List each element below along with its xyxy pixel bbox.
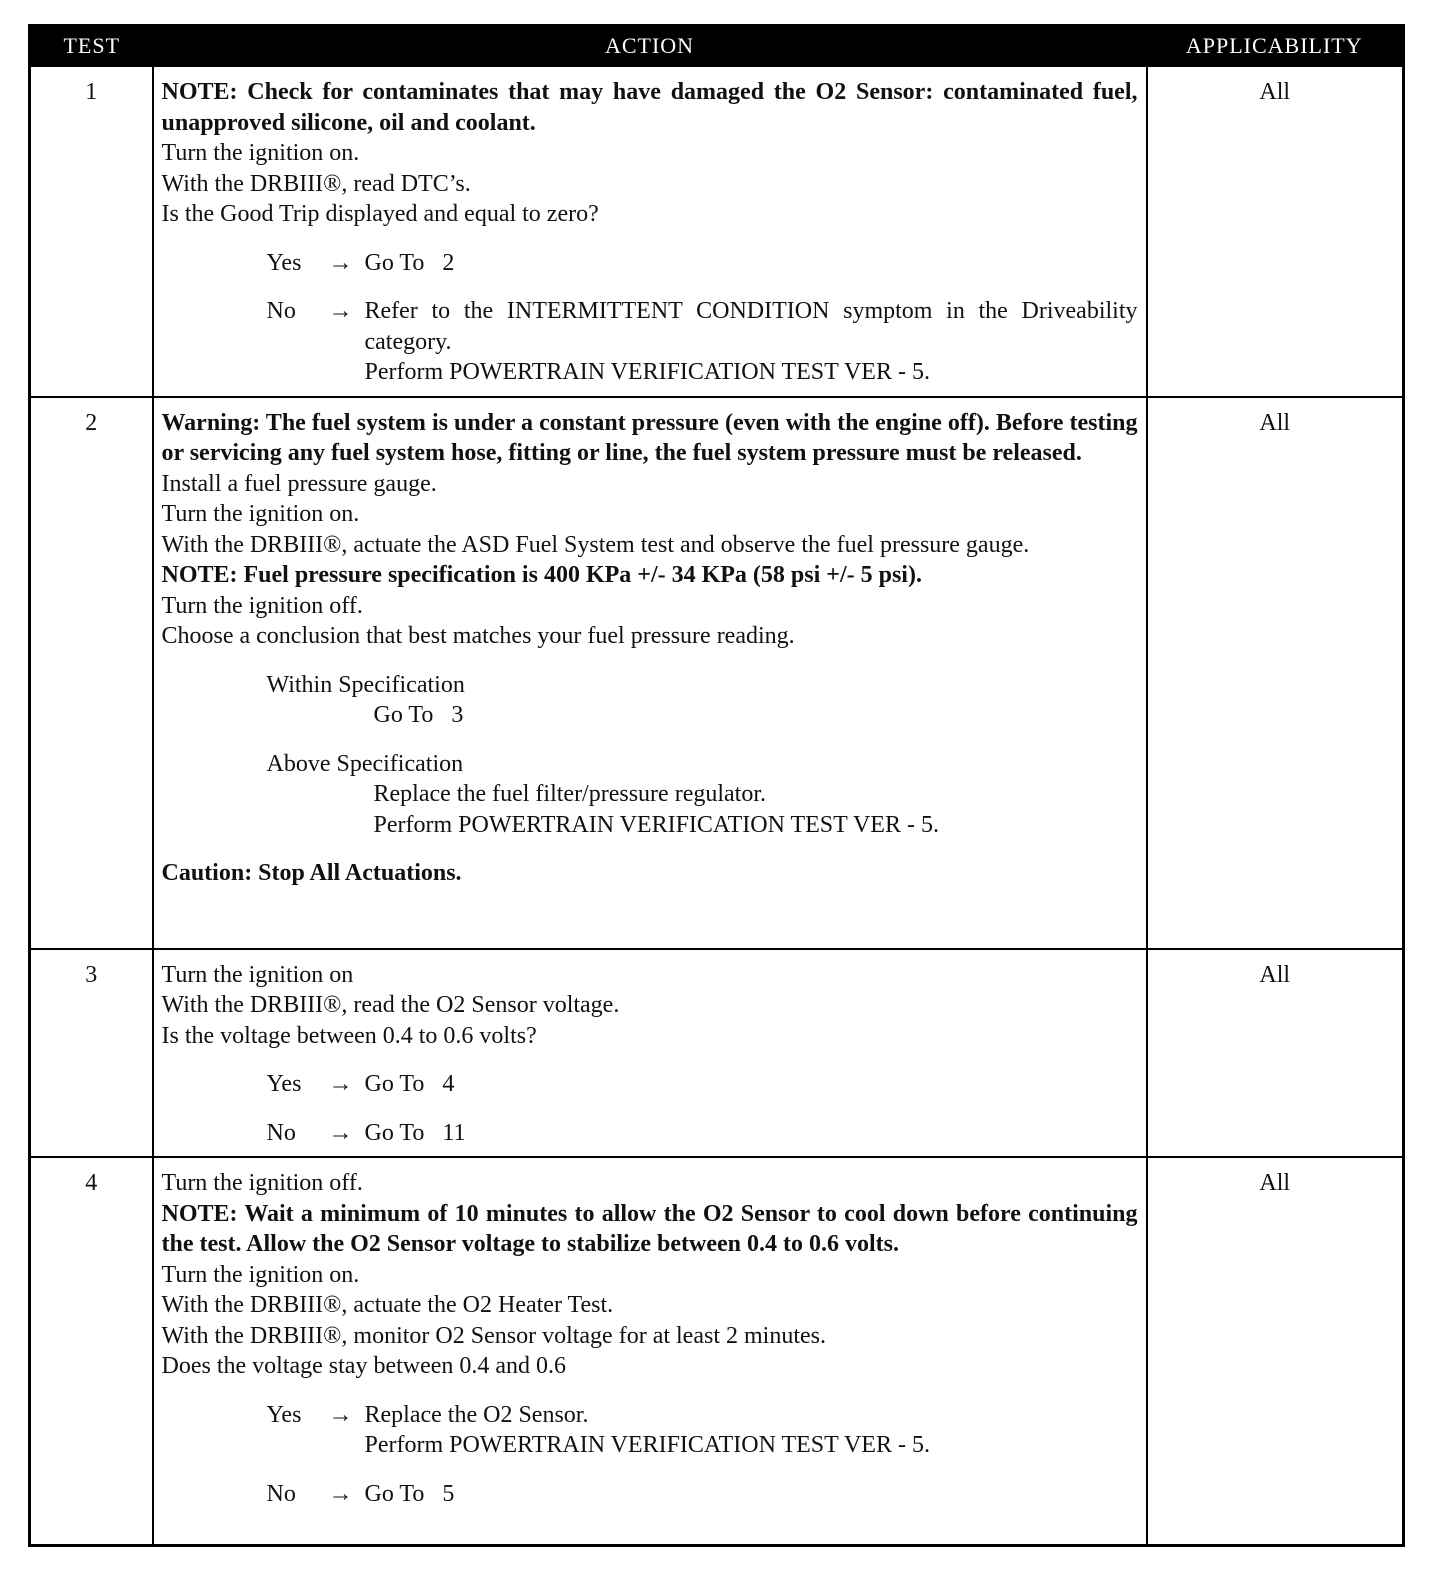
step-text: Turn the ignition off.: [161, 1170, 363, 1196]
applicability-value: All: [1147, 949, 1404, 1158]
step-text: Is the voltage between 0.4 to 0.6 volts?: [161, 1022, 537, 1049]
conclusion-within: [267, 670, 1138, 731]
result-line: Perform POWERTRAIN VERIFICATION TEST VER - 5.: [364, 359, 930, 385]
note-text: NOTE: Wait a minimum of 10 minutes to allow the O2 Sensor to cool down before continuing the test. Allow the O2 Sensor voltage to stabilize between 0.4 to 0.6 volts.: [161, 1200, 1138, 1257]
result-line: Perform POWERTRAIN VERIFICATION TEST VER - 5.: [364, 1432, 930, 1458]
table-row: [30, 949, 1404, 1158]
result-line: Refer to the INTERMITTENT CONDITION symptom in the Driveability category.: [364, 298, 1138, 355]
action-cell: [153, 397, 1147, 949]
action-cell: [153, 1157, 1147, 1545]
result-text: Go To 2: [364, 249, 455, 276]
result-text: Go To 5: [364, 1480, 455, 1507]
yes-option: [267, 1400, 1138, 1461]
yes-option: [267, 1069, 1138, 1100]
note-text: NOTE: Fuel pressure specification is 400 KPa +/- 34 KPa (58 psi +/- 5 psi).: [161, 562, 922, 588]
no-option: [267, 296, 1138, 388]
table-row: [30, 397, 1404, 949]
no-option: [267, 1118, 1138, 1149]
result-text: Go To 11: [364, 1119, 466, 1146]
action-cell: [153, 66, 1147, 397]
answer-label: Yes: [266, 249, 302, 276]
test-number: 3: [30, 949, 153, 1158]
step-text: Turn the ignition on.: [161, 501, 360, 527]
answer-label: No: [266, 1480, 296, 1507]
result-text: [365, 296, 1138, 388]
table-row: [30, 1157, 1404, 1545]
conclusion-label: Within Specification: [266, 671, 465, 698]
arrow-icon: →: [328, 1119, 353, 1146]
header-applicability: APPLICABILITY: [1147, 26, 1404, 67]
step-text: Does the voltage stay between 0.4 and 0.6: [161, 1353, 567, 1379]
answer-label: No: [266, 1119, 296, 1146]
step-text: Choose a conclusion that best matches your fuel pressure reading.: [161, 623, 795, 649]
applicability-value: All: [1147, 66, 1404, 397]
yes-option: [267, 248, 1138, 279]
step-text: Turn the ignition on.: [161, 140, 360, 166]
answer-label: Yes: [266, 1401, 302, 1428]
action-cell: [153, 949, 1147, 1158]
test-number: 2: [30, 397, 153, 949]
result-text: Go To 4: [364, 1071, 455, 1097]
arrow-icon: →: [328, 298, 353, 324]
arrow-icon: →: [328, 1401, 353, 1428]
header-test: TEST: [30, 26, 153, 67]
applicability-value: All: [1147, 397, 1404, 949]
step-text: With the DRBIII®, monitor O2 Sensor voltage for at least 2 minutes.: [161, 1322, 826, 1349]
applicability-value: All: [1147, 1157, 1404, 1545]
result-text: Go To 3: [373, 702, 464, 728]
table-header-row: [30, 26, 1404, 67]
header-action: ACTION: [153, 26, 1147, 67]
answer-label: Yes: [266, 1071, 302, 1097]
caution-text: Caution: Stop All Actuations.: [161, 860, 462, 886]
warning-text: Warning: The fuel system is under a constant pressure (even with the engine off). Before testing or servicing any fuel system hose, fitting or line, the fuel system pressure must be released.: [161, 409, 1138, 466]
test-number: 4: [30, 1157, 153, 1545]
step-text: Turn the ignition on.: [161, 1261, 360, 1288]
conclusion-label: Above Specification: [266, 750, 464, 777]
test-number: 1: [30, 66, 153, 397]
arrow-icon: →: [328, 1480, 353, 1507]
step-text: With the DRBIII®, read the O2 Sensor voltage.: [161, 992, 620, 1018]
arrow-icon: →: [328, 1071, 353, 1097]
step-text: With the DRBIII®, read DTC’s.: [161, 170, 471, 197]
result-line: Replace the O2 Sensor.: [364, 1401, 589, 1428]
step-text: Install a fuel pressure gauge.: [161, 470, 437, 497]
step-text: Turn the ignition on: [161, 961, 354, 988]
conclusion-above: [267, 749, 1138, 841]
result-text: Perform POWERTRAIN VERIFICATION TEST VER - 5.: [373, 811, 939, 838]
result-text: Replace the fuel filter/pressure regulator.: [373, 781, 766, 807]
step-text: Is the Good Trip displayed and equal to zero?: [161, 201, 599, 227]
step-text: Turn the ignition off.: [161, 592, 363, 619]
step-text: With the DRBIII®, actuate the O2 Heater Test.: [161, 1292, 614, 1318]
table-row: [30, 66, 1404, 397]
no-option: [267, 1479, 1138, 1510]
arrow-icon: →: [328, 249, 353, 276]
step-text: With the DRBIII®, actuate the ASD Fuel System test and observe the fuel pressure gauge.: [161, 531, 1030, 558]
diagnostic-test-table: [28, 24, 1405, 1547]
result-text: [365, 1400, 1138, 1461]
note-text: NOTE: Check for contaminates that may have damaged the O2 Sensor: contaminated fuel, unapproved silicone, oil and coolant.: [161, 79, 1138, 136]
answer-label: No: [266, 298, 296, 324]
